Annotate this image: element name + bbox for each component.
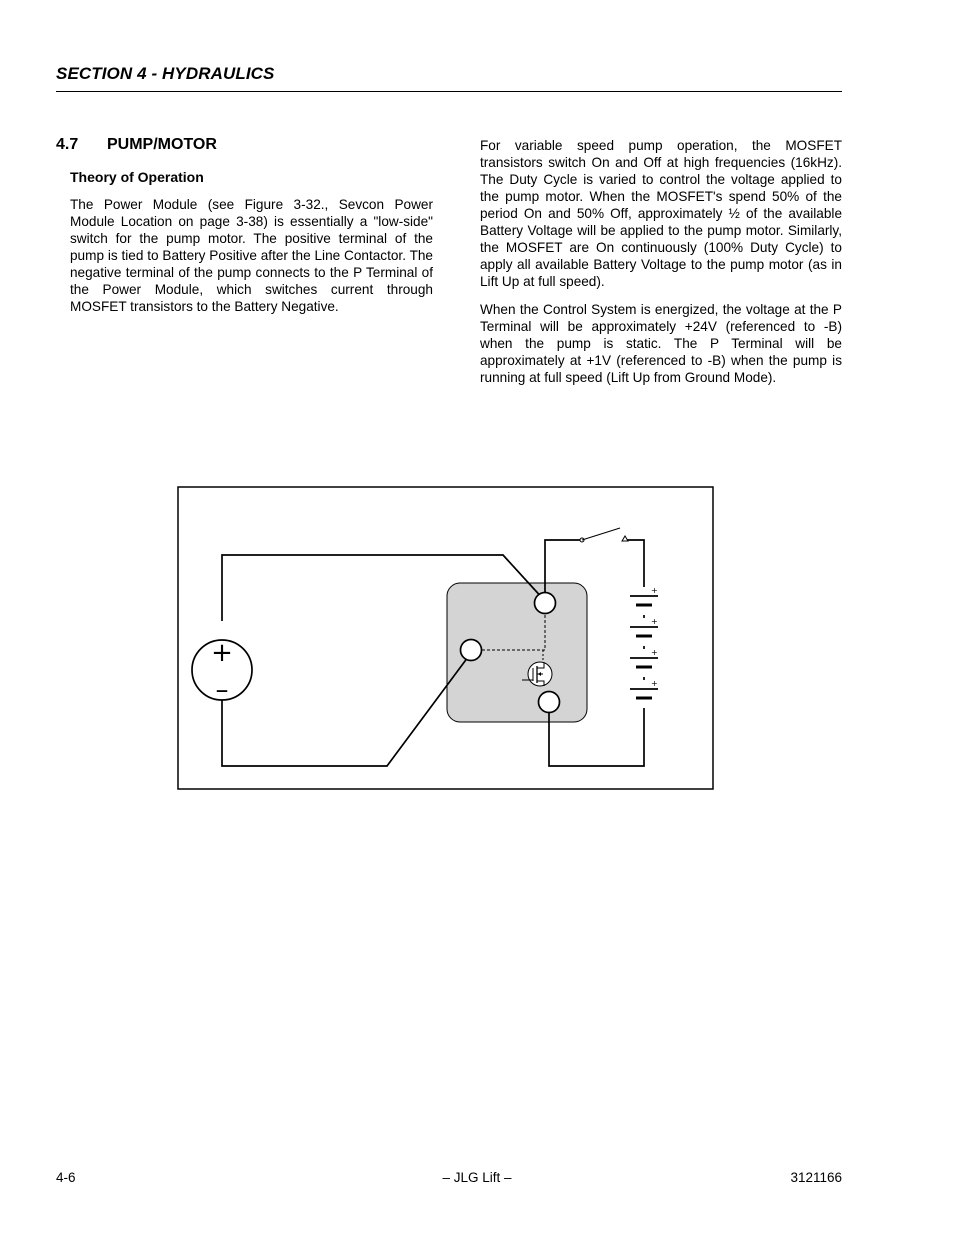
section-title: PUMP/MOTOR: [107, 136, 217, 153]
b-minus-terminal: [539, 692, 560, 713]
svg-text:+: +: [651, 648, 658, 657]
header-rule: [56, 91, 842, 92]
right-paragraph-2: When the Control System is energized, the voltage at the P Terminal will be approximately +24V (referenced to -B) when the pump is static. The P Terminal will be approximately at +1V (referenced to -B) when the pump is running at full speed (Lift Up from Ground Mode).: [480, 302, 842, 385]
section-header-title: SECTION 4 - HYDRAULICS: [56, 64, 275, 83]
section-heading: [56, 136, 217, 154]
motor-plus-sign: +: [211, 638, 233, 668]
left-paragraph: The Power Module (see Figure 3-32., Sevcon Power Module Location on page 3-38) is essentially a "low-side" switch for the pump motor. The positive terminal of the pump is tied to Battery Positive after the Line Contactor. The negative terminal of the pump connects to the P Terminal of the Power Module, which switches current through MOSFET transistors to the Battery Negative.: [70, 197, 433, 314]
pump-motor-circuit-diagram: [177, 486, 715, 791]
footer-center-text: – JLG Lift –: [442, 1170, 512, 1185]
b-plus-terminal: [535, 593, 556, 614]
footer-page-number: 4-6: [56, 1170, 76, 1185]
section-number: 4.7: [56, 136, 79, 153]
footer-doc-number: 3121166: [790, 1170, 842, 1185]
right-paragraph-1: For variable speed pump operation, the MOSFET transistors switch On and Off at high frequencies (16kHz). The Duty Cycle is varied to control the voltage applied to the pump motor. When the MOSFET's spend 50% of the period On and 50% Off, approximately ½ of the available Battery Voltage will be applied to the pump motor. Similarly, the MOSFET are On continuously (100% Duty Cycle) to apply all available Battery Voltage to the pump motor (as in Lift Up at full speed).: [480, 138, 842, 289]
svg-text:+: +: [651, 617, 658, 626]
subheading: Theory of Operation: [70, 169, 204, 185]
svg-text:+: +: [651, 679, 658, 688]
svg-text:+: +: [651, 586, 658, 595]
p-terminal: [461, 640, 482, 661]
motor-minus-sign: –: [215, 675, 229, 705]
